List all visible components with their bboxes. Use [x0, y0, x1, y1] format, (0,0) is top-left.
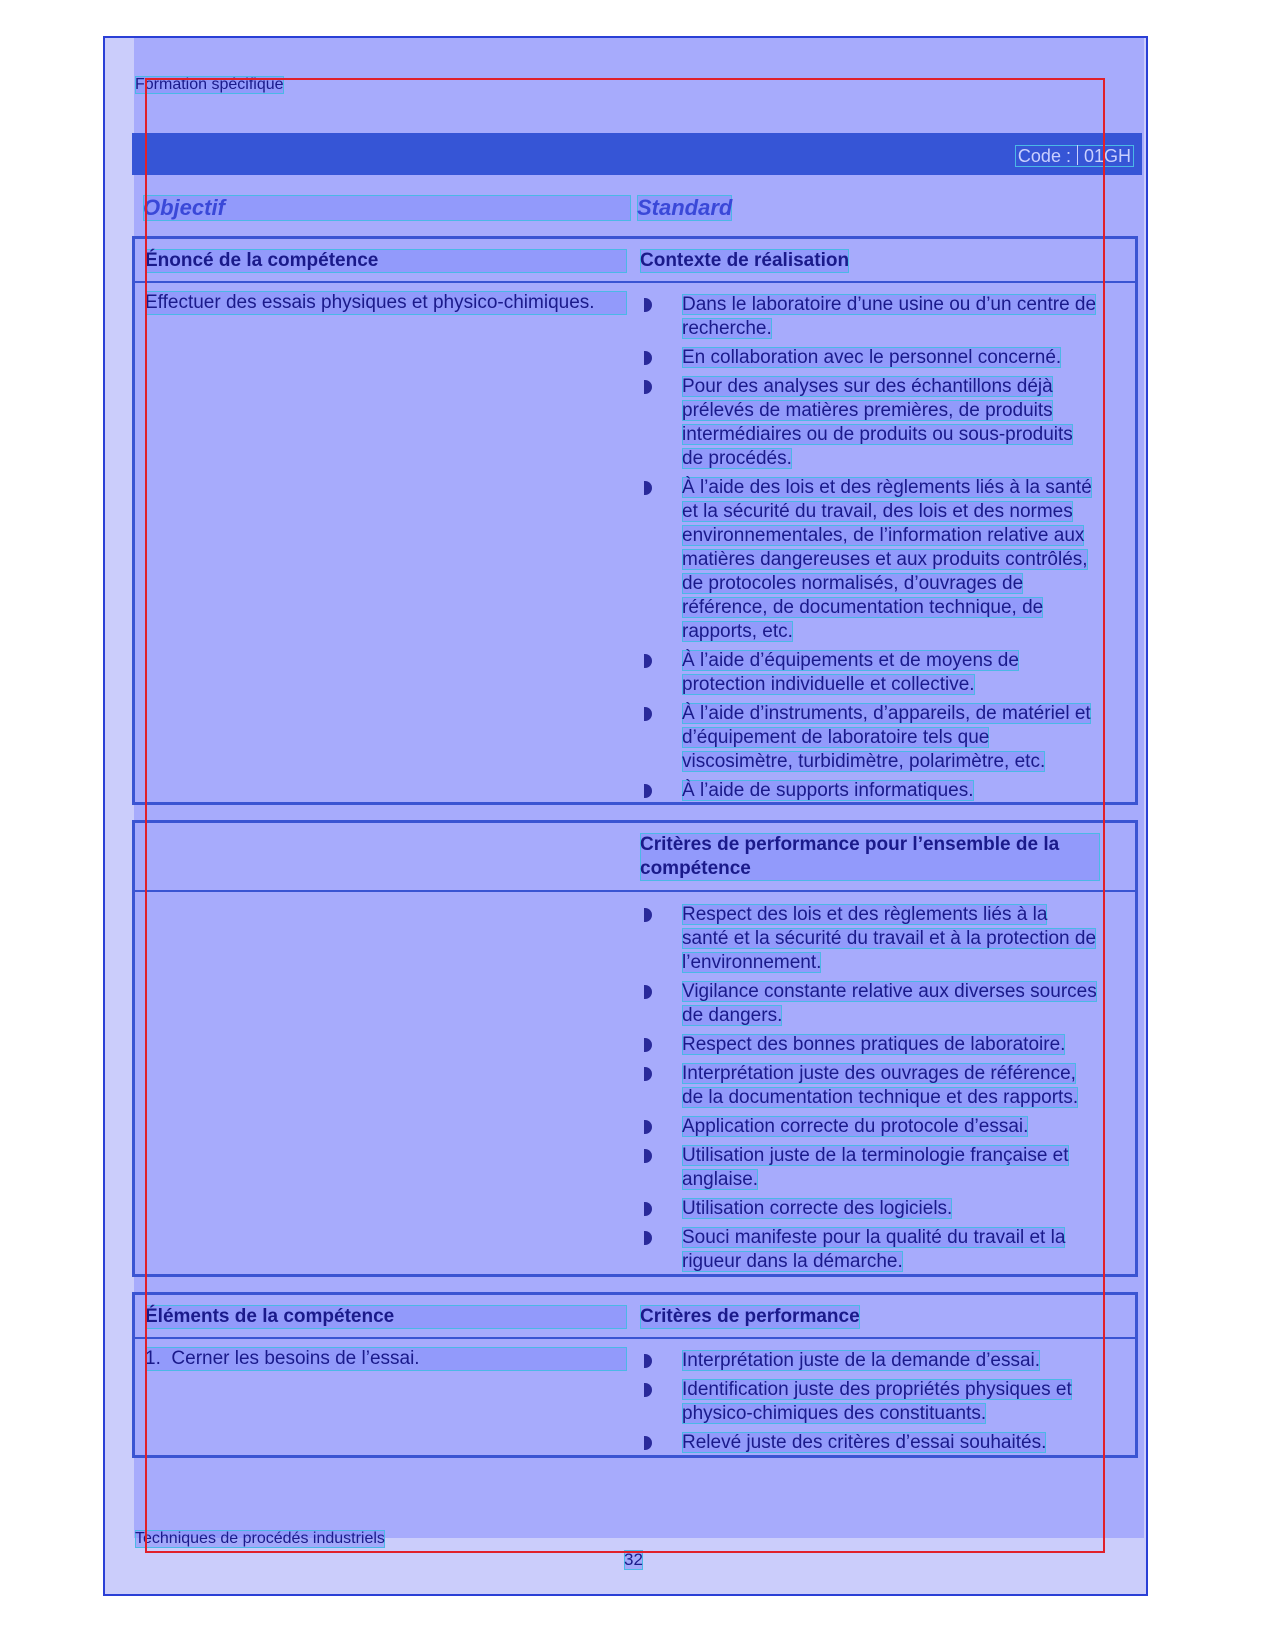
list-item: Utilisation juste de la terminologie française et anglaise.: [644, 1144, 1099, 1192]
list-item: À l’aide des lois et des règlements liés à la santé et la sécurité du travail, des lois et des normes environnementales, de l’information relative aux matières dangereuses et aux produits contrôlés, de protocoles normalisés, d’ouvrages de référence, de documentation technique, de rapports, etc.: [644, 476, 1099, 644]
bullet-icon: [644, 985, 652, 999]
code-label-text: Code :: [1017, 146, 1071, 166]
list-item: Pour des analyses sur des échantillons déjà prélevés de matières premières, de produits intermédiaires ou de produits ou sous-produits de procédés.: [644, 375, 1099, 471]
performance-criteria-heading: Critères de performance: [640, 1306, 860, 1327]
bullet-icon: [644, 784, 652, 798]
box-divider: [135, 281, 1135, 283]
page-number: 32: [624, 1550, 643, 1569]
elements-box: [132, 1292, 1138, 1458]
bullet-icon: [644, 1067, 652, 1081]
bullet-icon: [644, 351, 652, 365]
bullet-icon: [644, 298, 652, 312]
list-item: Respect des lois et des règlements liés à la santé et la sécurité du travail et à la protection de l’environnement.: [644, 903, 1099, 975]
list-item: À l’aide d’instruments, d’appareils, de matériel et d’équipement de laboratoire tels que viscosimètre, turbidimètre, polarimètre, etc.: [644, 702, 1099, 774]
competence-statement: Effectuer des essais physiques et physico-chimiques.: [145, 291, 627, 315]
standard-title: Standard: [637, 195, 733, 220]
bullet-icon: [644, 1202, 652, 1216]
bullet-icon: [644, 1354, 652, 1368]
bullet-icon: [644, 1383, 652, 1397]
competence-statement-heading: Énoncé de la compétence: [145, 249, 627, 273]
bullet-icon: [644, 707, 652, 721]
bullet-icon: [644, 380, 652, 394]
list-item: Interprétation juste de la demande d’essai.: [644, 1349, 1099, 1373]
list-item: Identification juste des propriétés physiques et physico-chimiques des constituants.: [644, 1378, 1099, 1426]
running-footer: Techniques de procédés industriels: [135, 1530, 385, 1547]
list-item: À l’aide d’équipements et de moyens de protection individuelle et collective.: [644, 649, 1099, 697]
bullet-icon: [644, 1231, 652, 1245]
bullet-icon: [644, 1149, 652, 1163]
bullet-icon: [644, 908, 652, 922]
code-bar: [132, 133, 1142, 175]
bullet-icon: [644, 1436, 652, 1450]
list-item: Dans le laboratoire d’une usine ou d’un centre de recherche.: [644, 293, 1099, 341]
list-item: Respect des bonnes pratiques de laboratoire.: [644, 1033, 1099, 1057]
list-item: Relevé juste des critères d’essai souhaités.: [644, 1431, 1099, 1455]
context-heading: Contexte de réalisation: [640, 250, 850, 271]
list-item: Souci manifeste pour la qualité du travail et la rigueur dans la démarche.: [644, 1226, 1099, 1274]
code-label: [1015, 145, 1134, 167]
list-item: Application correcte du protocole d’essai.: [644, 1115, 1099, 1139]
list-item: En collaboration avec le personnel concerné.: [644, 346, 1099, 370]
competence-element: 1. Cerner les besoins de l’essai.: [145, 1347, 627, 1371]
code-value: 01GH: [1083, 146, 1131, 166]
bullet-icon: [644, 1038, 652, 1052]
elements-heading: Éléments de la compétence: [145, 1305, 627, 1329]
overall-criteria-list: [644, 903, 1099, 1279]
performance-criteria-list: [644, 1349, 1099, 1460]
bullet-icon: [644, 654, 652, 668]
objective-title: Objectif: [143, 195, 631, 221]
list-item: Vigilance constante relative aux diverses sources de dangers.: [644, 980, 1099, 1028]
overall-criteria-heading: Critères de performance pour l’ensemble de la compétence: [640, 833, 1100, 881]
code-separator: [1077, 145, 1078, 165]
list-item: Interprétation juste des ouvrages de référence, de la documentation technique et des rapports.: [644, 1062, 1099, 1110]
competence-box: [132, 236, 1138, 805]
running-header: Formation spécifique: [135, 76, 284, 93]
context-list: [644, 293, 1099, 808]
list-item: Utilisation correcte des logiciels.: [644, 1197, 1099, 1221]
bullet-icon: [644, 1120, 652, 1134]
box-divider: [135, 890, 1135, 892]
box-divider: [135, 1337, 1135, 1339]
criteria-box: [132, 820, 1138, 1277]
bullet-icon: [644, 481, 652, 495]
list-item: À l’aide de supports informatiques.: [644, 779, 1099, 803]
